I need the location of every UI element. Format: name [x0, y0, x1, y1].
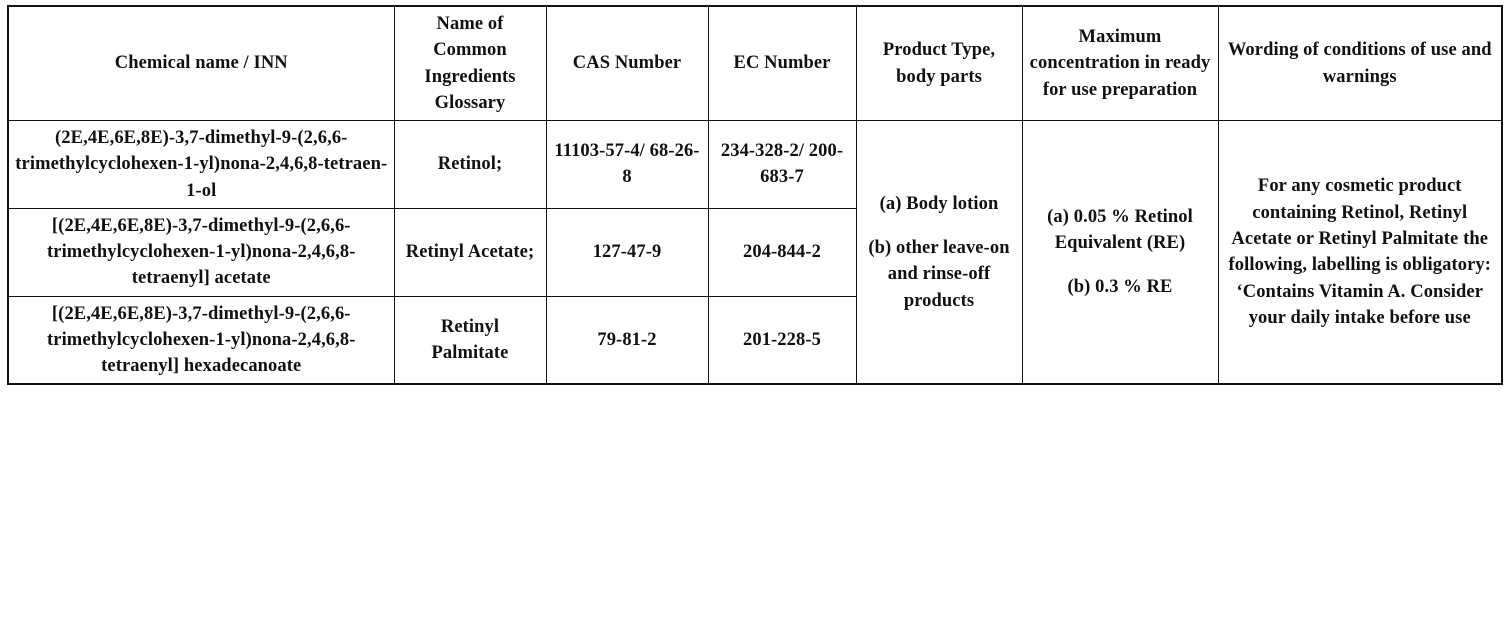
cell-chemical-name: [(2E,4E,6E,8E)-3,7-dimethyl-9-(2,6,6-trimethylcyclohexen-1-yl)nona-2,4,6,8-tetraenyl] hexadecanoate: [8, 296, 394, 384]
cell-cas-number: 79-81-2: [546, 296, 708, 384]
cell-chemical-name: [(2E,4E,6E,8E)-3,7-dimethyl-9-(2,6,6-trimethylcyclohexen-1-yl)nona-2,4,6,8-tetraenyl] acetate: [8, 208, 394, 296]
header-cas-number: CAS Number: [546, 6, 708, 121]
cell-wording-conditions: For any cosmetic product containing Retinol, Retinyl Acetate or Retinyl Palmitate the following, labelling is obligatory: ‘Contains Vitamin A. Consider your daily intake before use: [1218, 121, 1502, 385]
cell-cas-number: 11103-57-4/ 68-26-8: [546, 121, 708, 209]
table-body: [8, 121, 1502, 385]
regulatory-table: [7, 5, 1503, 385]
cell-chemical-name: (2E,4E,6E,8E)-3,7-dimethyl-9-(2,6,6-trimethylcyclohexen-1-yl)nona-2,4,6,8-tetraen-1-ol: [8, 121, 394, 209]
header-ec-number: EC Number: [708, 6, 856, 121]
cell-inci-name: Retinol;: [394, 121, 546, 209]
cell-ec-number: 234-328-2/ 200-683-7: [708, 121, 856, 209]
max-concentration-a: (a) 0.05 % Retinol Equivalent (RE): [1047, 206, 1193, 254]
cell-max-concentration: [1022, 121, 1218, 385]
max-concentration-gap: [1029, 256, 1212, 274]
cell-inci-name: Retinyl Palmitate: [394, 296, 546, 384]
header-row: [8, 6, 1502, 121]
product-type-a: (a) Body lotion: [879, 193, 999, 214]
product-type-gap: [863, 217, 1016, 235]
cell-product-type: [856, 121, 1022, 385]
cell-cas-number: 127-47-9: [546, 208, 708, 296]
table-row: [8, 121, 1502, 209]
cell-inci-name: Retinyl Acetate;: [394, 208, 546, 296]
max-concentration-b: (b) 0.3 % RE: [1067, 277, 1173, 298]
header-product-type: Product Type, body parts: [856, 6, 1022, 121]
header-max-concentration: Maximum concentration in ready for use preparation: [1022, 6, 1218, 121]
header-chemical-name: Chemical name / INN: [8, 6, 394, 121]
header-inci-name: Name of Common Ingredients Glossary: [394, 6, 546, 121]
table-header: [8, 6, 1502, 121]
cell-ec-number: 204-844-2: [708, 208, 856, 296]
header-wording-conditions: Wording of conditions of use and warnings: [1218, 6, 1502, 121]
cell-ec-number: 201-228-5: [708, 296, 856, 384]
product-type-b: (b) other leave-on and rinse-off products: [868, 237, 1010, 311]
document-page: [0, 5, 1504, 619]
